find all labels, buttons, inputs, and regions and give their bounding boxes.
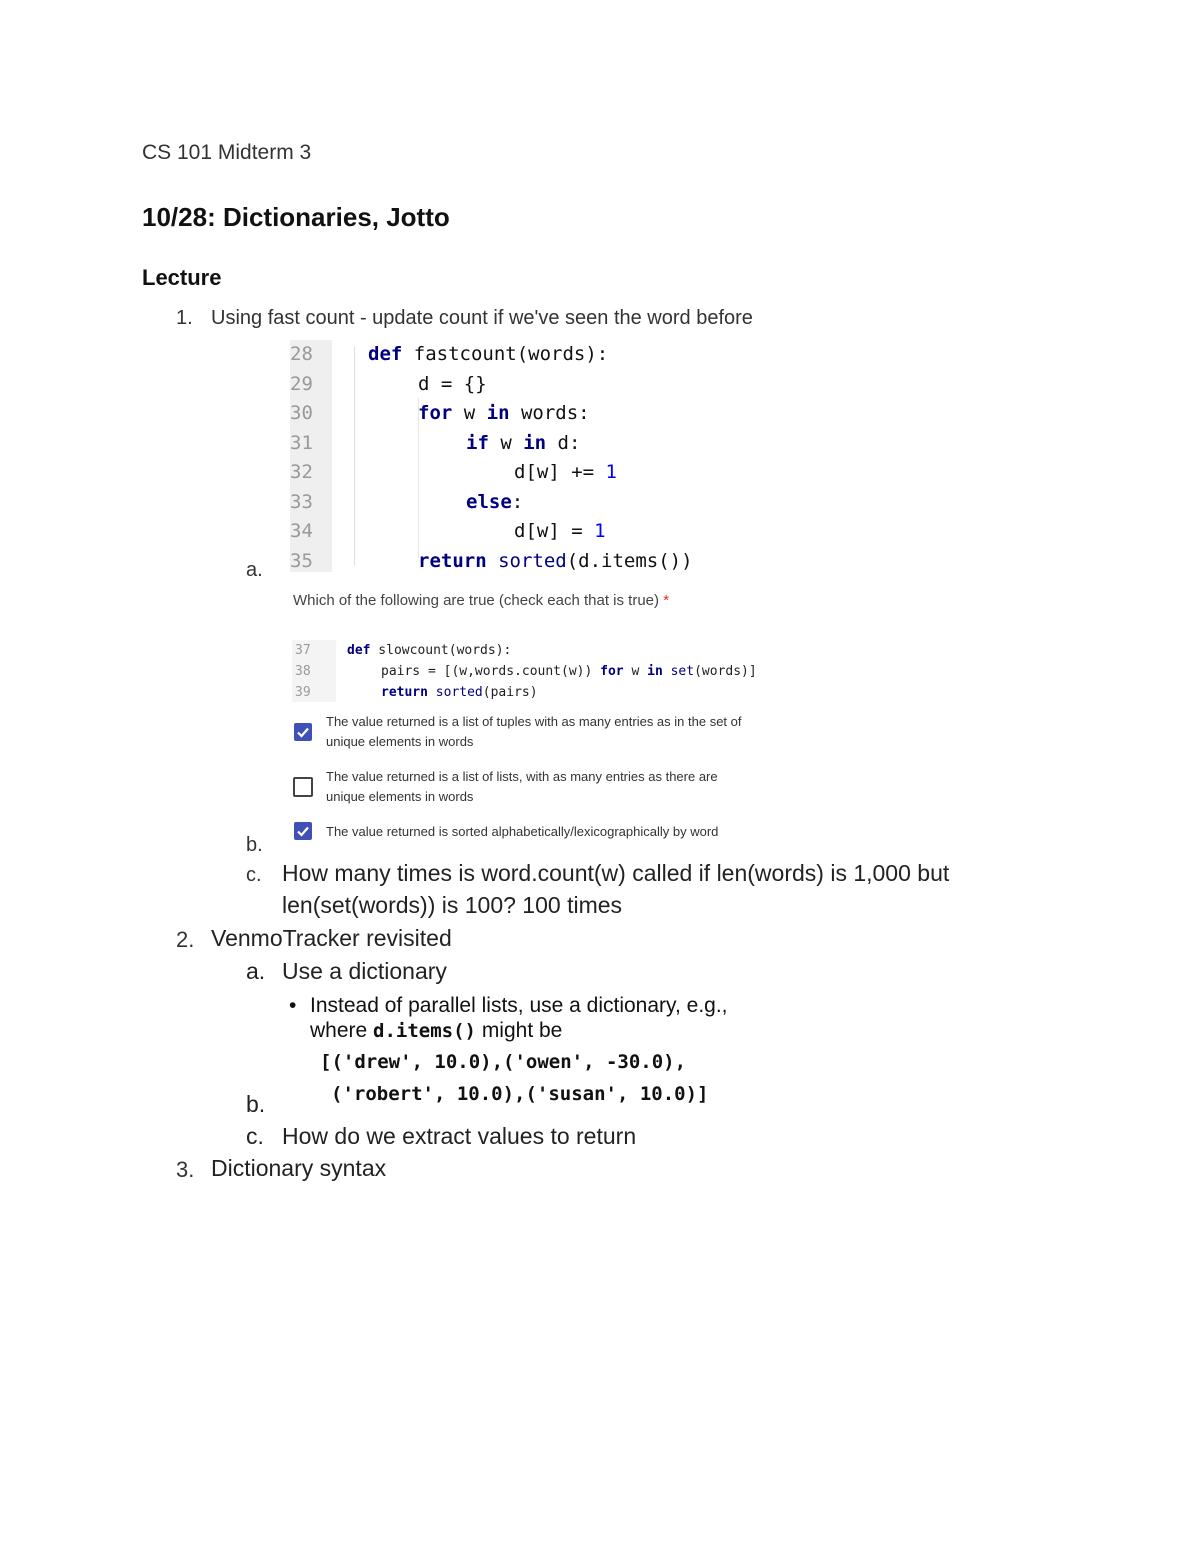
fold-markers xyxy=(354,346,363,566)
list-item-1-text: Using fast count - update count if we've seen the word before xyxy=(211,307,753,329)
checkbox-option-1[interactable] xyxy=(294,723,312,741)
code-example-line-2: ('robert', 10.0),('susan', 10.0)] xyxy=(331,1083,709,1105)
option-2-label: The value returned is a list of lists, with as many entries as there are unique elements in words xyxy=(326,769,718,804)
code-line-numbers: 28 29 30 31 32 33 34 35 xyxy=(290,343,313,572)
code-example-line-1: [('drew', 10.0),('owen', -30.0), xyxy=(320,1051,687,1073)
bullet-line-1: Instead of parallel lists, use a dictionary, e.g., xyxy=(310,994,728,1017)
option-3-label: The value returned is sorted alphabetically/lexicographically by word xyxy=(326,824,719,839)
item-2c-text: How do we extract values to return xyxy=(282,1123,637,1149)
list-item-2-text: VenmoTracker revisited xyxy=(211,925,452,951)
quiz-code-line-numbers: 37 38 39 xyxy=(295,643,311,700)
section-heading: Lecture xyxy=(142,265,222,290)
bullet-line-2: where d.items() might be xyxy=(310,1019,563,1042)
check-icon xyxy=(294,822,312,840)
checkbox-option-2[interactable] xyxy=(293,777,313,797)
bullet-icon: • xyxy=(289,994,297,1017)
list-item-3-text: Dictionary syntax xyxy=(211,1155,387,1181)
list-number-1: 1. xyxy=(176,307,193,329)
code-block-fastcount: def fastcount(words): d = {} for w in words: if w in d: d[w] += 1 else: d[w] = 1 return sorted(d.items()) xyxy=(368,343,693,572)
list-number-3: 3. xyxy=(176,1157,195,1182)
sublabel-c2: c. xyxy=(246,1123,264,1149)
sublabel-b: b. xyxy=(246,834,263,856)
doc-header: CS 101 Midterm 3 xyxy=(142,141,312,164)
checkbox-option-3[interactable] xyxy=(294,822,312,840)
question-c-line-2: len(set(words)) is 100? 100 times xyxy=(282,892,623,918)
option-1-label: The value returned is a list of tuples with as many entries as in the set of unique elements in words xyxy=(326,714,742,749)
list-number-2: 2. xyxy=(176,927,195,952)
quiz-code-slowcount: def slowcount(words): pairs = [(w,words.count(w)) for w in set(words)] return sorted(pairs) xyxy=(347,643,757,700)
sublabel-c: c. xyxy=(246,864,262,886)
sublabel-a: a. xyxy=(246,559,263,581)
page-title: 10/28: Dictionaries, Jotto xyxy=(142,202,450,232)
item-2a-text: Use a dictionary xyxy=(282,958,447,984)
sublabel-b2: b. xyxy=(246,1091,266,1117)
check-icon xyxy=(294,723,312,741)
sublabel-a2: a. xyxy=(246,958,266,984)
question-c-line-1: How many times is word.count(w) called if len(words) is 1,000 but xyxy=(282,860,950,886)
quiz-question: Which of the following are true (check each that is true) * xyxy=(293,592,670,609)
